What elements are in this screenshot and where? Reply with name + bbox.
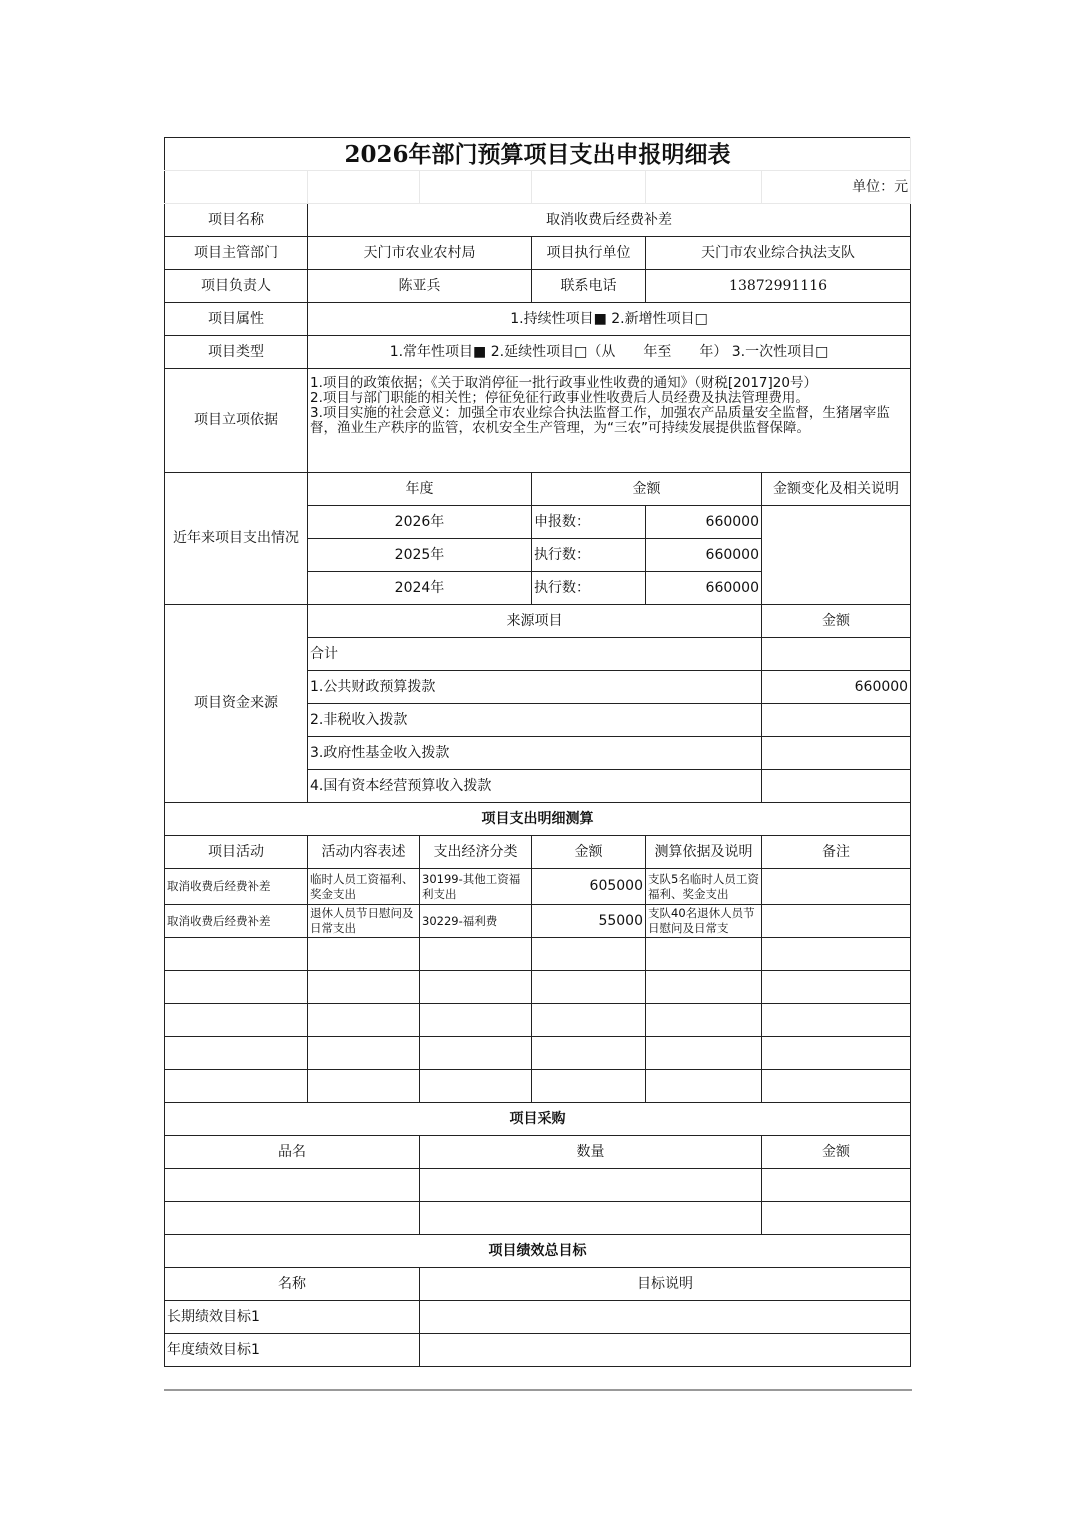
detail-row [165,905,911,938]
detail-header-basis: 测算依据及说明 [646,836,762,869]
history-note [762,506,911,605]
detail-section-title: 项目支出明细测算 [165,803,911,836]
blank-cell [532,171,646,204]
history-year: 2025年 [308,539,532,572]
basis-line-3: 3.项目实施的社会意义：加强全市农业综合执法监督工作，加强农产品质量安全监督，生猪屠宰监督，渔业生产秩序的监管，农机安全生产管理，为“三农”可持续发展提供监督保障。 [310,405,890,436]
funding-label: 项目资金来源 [165,605,308,803]
detail-header-content: 活动内容表述 [308,836,420,869]
detail-remark [762,905,911,938]
dept-value: 天门市农业农村局 [308,237,532,270]
funding-source: 3.政府性基金收入拨款 [308,737,762,770]
history-amount: 660000 [646,572,762,605]
detail-amount: 605000 [532,869,646,905]
history-kind: 执行数： [532,539,646,572]
basis-line-1: 1.项目的政策依据；《关于取消停征一批行政事业性收费的通知》（财税[2017]20号） [310,375,817,391]
detail-header-econ: 支出经济分类 [420,836,532,869]
procurement-row-empty [165,1202,911,1235]
detail-amount: 55000 [532,905,646,938]
procurement-row-empty [165,1169,911,1202]
funding-source: 合计 [308,638,762,671]
basis-line-2: 2.项目与部门职能的相关性；停征免征行政事业性收费后人员经费及执法管理费用。 [310,390,809,406]
detail-econ: 30229-福利费 [420,905,532,938]
performance-header-name: 名称 [165,1268,420,1301]
detail-basis: 支队5名临时人员工资福利、奖金支出 [646,869,762,905]
procurement-header-item: 品名 [165,1136,420,1169]
blank-cell [165,171,308,204]
history-amount-header: 金额 [532,473,762,506]
budget-form-sheet [164,137,910,1367]
funding-source: 2.非税收入拨款 [308,704,762,737]
performance-header-desc: 目标说明 [420,1268,911,1301]
phone-label: 联系电话 [532,270,646,303]
detail-row-empty [165,971,911,1004]
performance-row [165,1301,911,1334]
history-year: 2026年 [308,506,532,539]
funding-amount [762,770,911,803]
table-bottom-border [164,1389,912,1391]
detail-content: 退休人员节日慰问及日常支出 [308,905,420,938]
performance-row [165,1334,911,1367]
performance-name: 长期绩效目标1 [165,1301,420,1334]
blank-cell [420,171,532,204]
history-kind: 执行数： [532,572,646,605]
form-title: 2026年部门预算项目支出申报明细表 [165,138,911,171]
detail-header-remark: 备注 [762,836,911,869]
history-year-header: 年度 [308,473,532,506]
type-label: 项目类型 [165,336,308,369]
history-label: 近年来项目支出情况 [165,473,308,605]
leader-label: 项目负责人 [165,270,308,303]
detail-basis: 支队40名退休人员节日慰问及日常支 [646,905,762,938]
phone-value: 13872991116 [646,270,911,303]
attribute-value: 1.持续性项目■ 2.新增性项目□ [308,303,911,336]
project-name-value: 取消收费后经费补差 [308,204,911,237]
procurement-header-quantity: 数量 [420,1136,762,1169]
funding-source-header: 来源项目 [308,605,762,638]
leader-value: 陈亚兵 [308,270,532,303]
history-amount: 660000 [646,506,762,539]
history-amount: 660000 [646,539,762,572]
funding-amount: 660000 [762,671,911,704]
basis-label: 项目立项依据 [165,369,308,473]
detail-row [165,869,911,905]
blank-cell [646,171,762,204]
detail-content: 临时人员工资福利、奖金支出 [308,869,420,905]
performance-section-title: 项目绩效总目标 [165,1235,911,1268]
detail-econ: 30199-其他工资福利支出 [420,869,532,905]
exec-unit-value: 天门市农业综合执法支队 [646,237,911,270]
history-kind: 申报数： [532,506,646,539]
funding-amount [762,704,911,737]
blank-cell [308,171,420,204]
funding-source: 1.公共财政预算拨款 [308,671,762,704]
type-value: 1.常年性项目■ 2.延续性项目□（从 年至 年） 3.一次性项目□ [308,336,911,369]
procurement-header-amount: 金额 [762,1136,911,1169]
detail-activity: 取消收费后经费补差 [165,869,308,905]
performance-desc [420,1301,911,1334]
funding-amount-header: 金额 [762,605,911,638]
unit-label: 单位：元 [762,171,911,204]
detail-activity: 取消收费后经费补差 [165,905,308,938]
history-note-header: 金额变化及相关说明 [762,473,911,506]
funding-amount [762,737,911,770]
detail-header-amount: 金额 [532,836,646,869]
history-year: 2024年 [308,572,532,605]
basis-text [308,369,911,473]
dept-label: 项目主管部门 [165,237,308,270]
exec-unit-label: 项目执行单位 [532,237,646,270]
attribute-label: 项目属性 [165,303,308,336]
detail-row-empty [165,1004,911,1037]
detail-remark [762,869,911,905]
procurement-section-title: 项目采购 [165,1103,911,1136]
project-name-label: 项目名称 [165,204,308,237]
budget-form-table [164,137,911,1367]
funding-source: 4.国有资本经营预算收入拨款 [308,770,762,803]
detail-row-empty [165,1070,911,1103]
detail-row-empty [165,1037,911,1070]
detail-header-activity: 项目活动 [165,836,308,869]
performance-desc [420,1334,911,1367]
performance-name: 年度绩效目标1 [165,1334,420,1367]
funding-amount [762,638,911,671]
detail-row-empty [165,938,911,971]
